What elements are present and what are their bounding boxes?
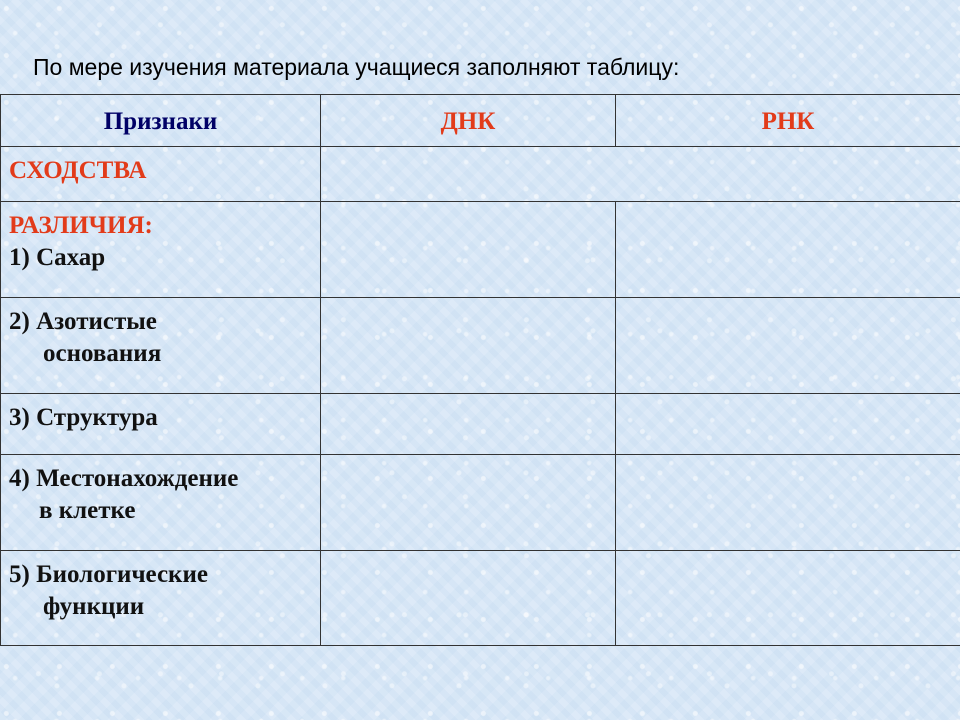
- row-label-text: 1) Сахар: [9, 244, 106, 271]
- dna-answer-cell[interactable]: [321, 202, 616, 298]
- dna-answer-cell[interactable]: [321, 455, 616, 551]
- row-label-location: [1, 455, 321, 551]
- differences-label: РАЗЛИЧИЯ:: [9, 212, 153, 239]
- header-rna: РНК: [616, 95, 960, 147]
- rna-answer-cell[interactable]: [616, 455, 960, 551]
- table-row-similarities: [1, 147, 960, 202]
- row-label-functions: [1, 551, 321, 646]
- rna-answer-cell[interactable]: [616, 202, 960, 298]
- row-label-text: 2) Азотистые: [9, 308, 157, 335]
- row-label-text-continued: основания: [43, 340, 162, 367]
- row-label-text-continued: в клетке: [39, 497, 136, 524]
- row-label-text: 4) Местонахождение: [9, 465, 239, 492]
- row-label-text-continued: функции: [43, 593, 145, 620]
- similarities-answer-cell[interactable]: [321, 147, 960, 202]
- row-label-structure: [1, 394, 321, 455]
- dna-answer-cell[interactable]: [321, 394, 616, 455]
- similarities-label: СХОДСТВА: [9, 157, 147, 184]
- table-row: [1, 455, 960, 551]
- rna-answer-cell[interactable]: [616, 298, 960, 394]
- row-label-similarities: [1, 147, 321, 202]
- row-label-text: 5) Биологические: [9, 561, 208, 588]
- table-row: [1, 551, 960, 646]
- row-label-sugar: [1, 202, 321, 298]
- table-row: [1, 298, 960, 394]
- header-dna: ДНК: [321, 95, 616, 147]
- row-label-bases: [1, 298, 321, 394]
- rna-answer-cell[interactable]: [616, 394, 960, 455]
- header-feature: Признаки: [1, 95, 321, 147]
- dna-answer-cell[interactable]: [321, 551, 616, 646]
- rna-answer-cell[interactable]: [616, 551, 960, 646]
- page-subtitle: По мере изучения материала учащиеся заполняют таблицу:: [33, 54, 680, 80]
- row-label-text: 3) Структура: [9, 404, 158, 431]
- table-row: [1, 394, 960, 455]
- table-row: [1, 202, 960, 298]
- table-header-row: [1, 95, 960, 147]
- dna-answer-cell[interactable]: [321, 298, 616, 394]
- comparison-table: [0, 94, 960, 646]
